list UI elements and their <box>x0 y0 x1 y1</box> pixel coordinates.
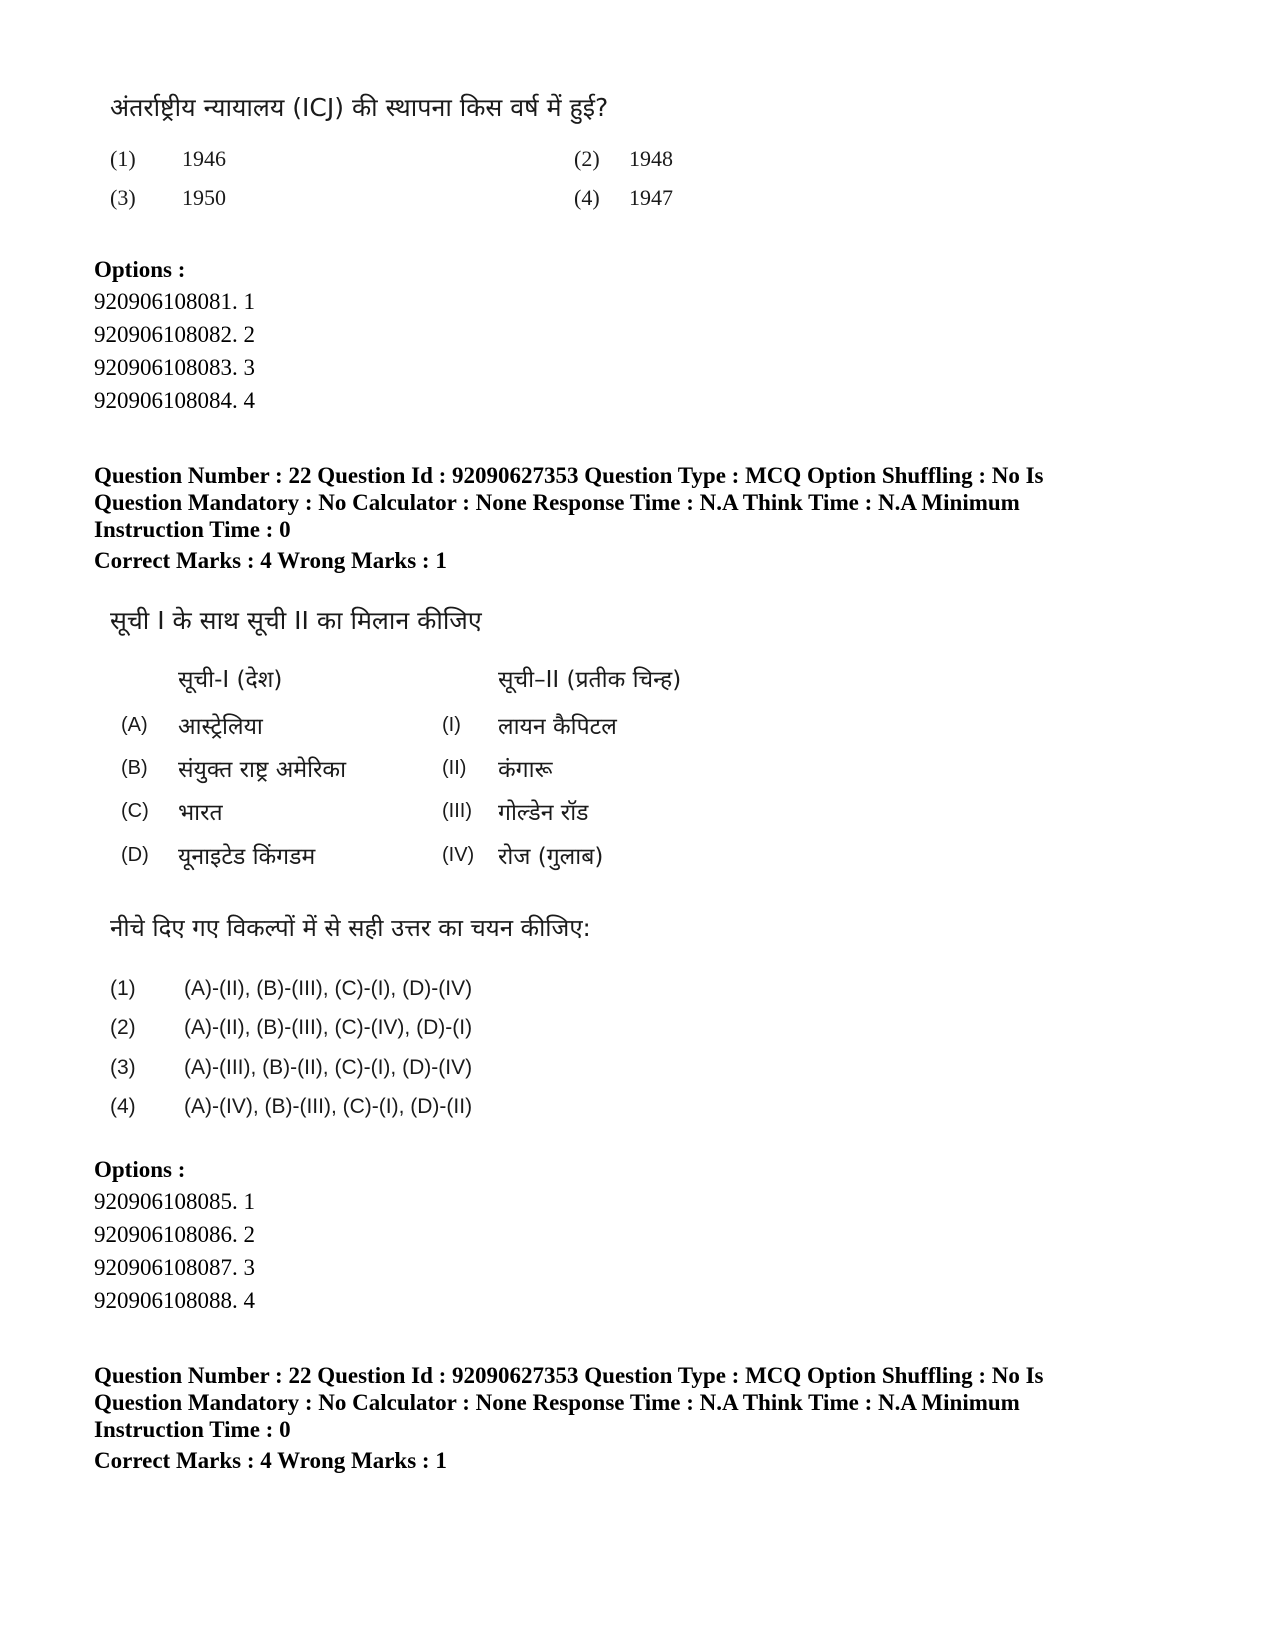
q1-choice-2-num: (2) <box>574 146 600 171</box>
list-2-heading: सूची–II (प्रतीक चिन्ह) <box>498 667 682 693</box>
match-row-i-label: (I) <box>442 714 461 736</box>
q1-option-4: 920906108084. 4 <box>94 388 255 413</box>
q1-choice-3-value: 1950 <box>182 185 226 210</box>
match-row-c-country: भारत <box>178 800 223 826</box>
question-1-text: अंतर्राष्ट्रीय न्यायालय (ICJ) की स्थापना किस वर्ष में हुई? <box>110 93 609 122</box>
match-row-b-label: (B) <box>121 757 148 779</box>
q2-answer-4-value: (A)-(IV), (B)-(III), (C)-(I), (D)-(II) <box>184 1095 473 1118</box>
q2-marks: Correct Marks : 4 Wrong Marks : 1 <box>94 548 447 573</box>
match-row-d-label: (D) <box>121 844 149 866</box>
match-row-iii-label: (III) <box>442 800 472 822</box>
q1-choice-2-value: 1948 <box>629 146 673 171</box>
q2-option-1: 920906108085. 1 <box>94 1189 255 1214</box>
match-row-a-country: आस्ट्रेलिया <box>178 714 263 740</box>
match-row-d-country: यूनाइटेड किंगडम <box>178 844 316 870</box>
q1-choice-1-value: 1946 <box>182 146 226 171</box>
q2-option-2: 920906108086. 2 <box>94 1222 255 1247</box>
q1-options-heading: Options : <box>94 257 186 282</box>
match-row-ii-label: (II) <box>442 757 467 779</box>
match-row-a-label: (A) <box>121 714 148 736</box>
q2-answer-4-num: (4) <box>110 1095 136 1118</box>
q1-choice-4-num: (4) <box>574 185 600 210</box>
match-row-iii-symbol: गोल्डेन रॉड <box>498 800 589 826</box>
q2-answer-2-num: (2) <box>110 1016 136 1039</box>
q2-answer-3-value: (A)-(III), (B)-(II), (C)-(I), (D)-(IV) <box>184 1056 473 1079</box>
q2-option-4: 920906108088. 4 <box>94 1288 255 1313</box>
q1-option-1: 920906108081. 1 <box>94 289 255 314</box>
question-2-text: सूची I के साथ सूची II का मिलान कीजिए <box>110 606 482 635</box>
q2-options-heading: Options : <box>94 1157 186 1182</box>
match-row-b-country: संयुक्त राष्ट्र अमेरिका <box>178 757 347 783</box>
q2-answer-3-num: (3) <box>110 1056 136 1079</box>
q2-metadata: Question Number : 22 Question Id : 92090627353 Question Type : MCQ Option Shuffling : No Is Question Mandatory : No Calculator : None Response Time : N.A Think Time : N.A Minimum Instruction Time : 0 <box>94 463 1044 542</box>
q3-metadata: Question Number : 22 Question Id : 92090627353 Question Type : MCQ Option Shuffling : No Is Question Mandatory : No Calculator : None Response Time : N.A Think Time : N.A Minimum Instruction Time : 0 <box>94 1363 1044 1442</box>
list-1-heading: सूची-I (देश) <box>178 667 283 693</box>
match-row-iv-label: (IV) <box>442 844 475 866</box>
q3-marks: Correct Marks : 4 Wrong Marks : 1 <box>94 1448 447 1473</box>
q2-option-3: 920906108087. 3 <box>94 1255 255 1280</box>
q2-answer-1-num: (1) <box>110 977 136 1000</box>
q1-choice-4-value: 1947 <box>629 185 673 210</box>
match-row-iv-symbol: रोज (गुलाब) <box>498 844 604 870</box>
q1-choice-1-num: (1) <box>110 146 136 171</box>
q1-choice-3-num: (3) <box>110 185 136 210</box>
q2-answer-2-value: (A)-(II), (B)-(III), (C)-(IV), (D)-(I) <box>184 1016 473 1039</box>
match-row-ii-symbol: कंगारू <box>498 757 553 783</box>
q1-option-3: 920906108083. 3 <box>94 355 255 380</box>
q1-option-2: 920906108082. 2 <box>94 322 255 347</box>
q2-instruction: नीचे दिए गए विकल्पों में से सही उत्तर का चयन कीजिए: <box>110 914 591 942</box>
match-row-c-label: (C) <box>121 800 149 822</box>
match-row-i-symbol: लायन कैपिटल <box>498 714 617 740</box>
q2-answer-1-value: (A)-(II), (B)-(III), (C)-(I), (D)-(IV) <box>184 977 473 1000</box>
